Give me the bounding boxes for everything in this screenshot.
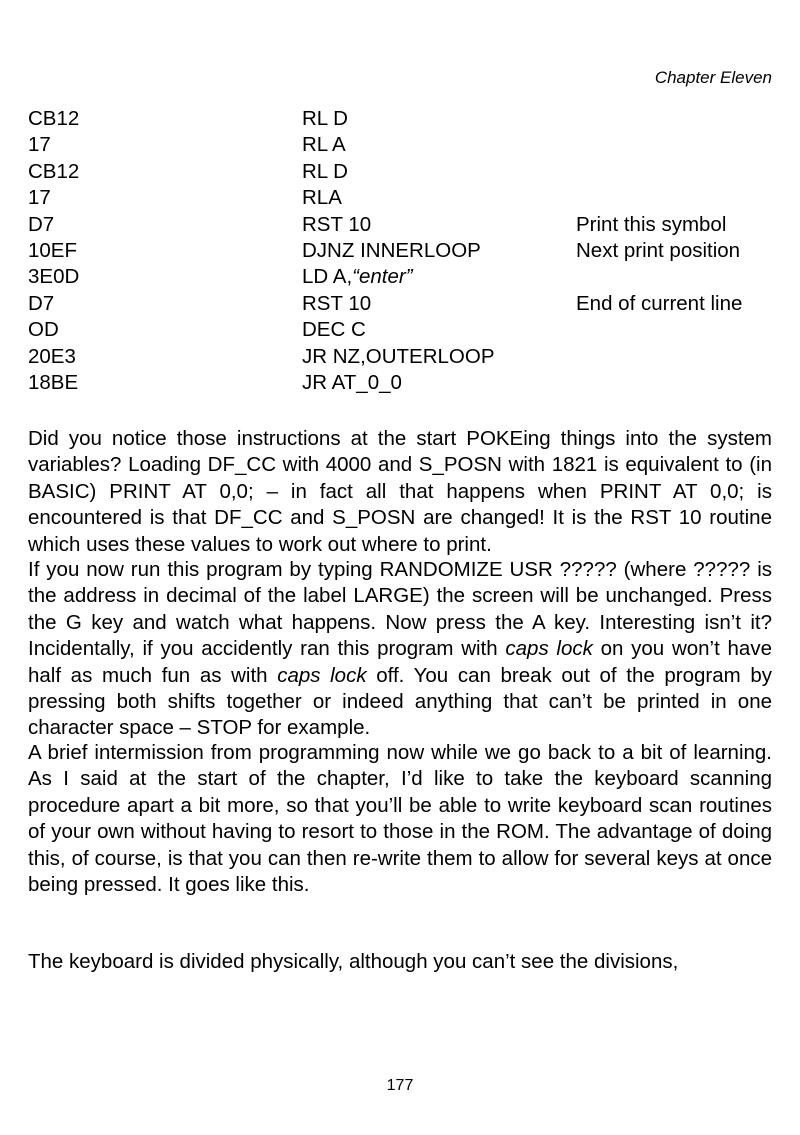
paragraph-italic: caps lock	[277, 663, 367, 687]
code-comment: Print this symbol	[576, 212, 727, 236]
chapter-header: Chapter Eleven	[654, 68, 772, 87]
code-comment	[576, 264, 776, 290]
paragraph-text: off. You can break out of the program by pressing both shifts together or indeed anything that can’t be printed in one character space – STOP for example.	[28, 663, 772, 740]
code-comment	[576, 370, 776, 396]
code-hex: 18BE	[28, 370, 79, 394]
paragraph-keyboard: The keyboard is divided physically, although you can’t see the divisions,	[28, 950, 679, 973]
code-row	[28, 291, 776, 317]
code-hex: D7	[28, 212, 55, 236]
page-number: 177	[386, 1077, 414, 1094]
code-instruction: RST 10	[302, 212, 372, 236]
code-hex: CB12	[28, 107, 80, 130]
code-comment	[576, 106, 776, 132]
code-row	[28, 317, 776, 343]
code-hex: 17	[28, 186, 51, 210]
code-row	[28, 159, 776, 185]
code-row	[28, 344, 776, 370]
code-instruction: RL D	[302, 107, 348, 130]
paragraph-system-variables: Did you notice those instructions at the start POKEing things into the system variables? Loading DF_CC with 4000 and S_POSN with 1821 is equivalent to (in BASIC) PRINT AT 0,0; – in fact all that happens when PRINT AT 0,0; is encountered is that DF_CC and S_POSN are changed! It is the RST 10 routine which uses these values to work out where to print.	[28, 427, 772, 556]
code-row	[28, 264, 776, 290]
paragraph-intermission: A brief intermission from programming now while we go back to a bit of learning. As I said at the start of the chapter, I’d like to take the keyboard scanning procedure apart a bit more, so that you’ll be able to write keyboard scan routines of your own without having to resort to those in the ROM. The advantage of doing this, of course, is that you can then re-write them to allow for several keys at once being pressed. It goes like this.	[28, 741, 772, 897]
code-hex: 20E3	[28, 344, 76, 368]
code-instruction: JR NZ,OUTERLOOP	[302, 344, 495, 368]
code-instruction-italic: “enter”	[352, 265, 413, 289]
code-comment: End of current line	[576, 291, 743, 315]
code-listing	[28, 106, 776, 396]
code-instruction-text: LD A,	[302, 265, 353, 289]
paragraph-text: If you now run this program by typing RANDOMIZE USR ????? (where ????? is the address in decimal of the label LARGE) the screen will be unchanged. Press the G key and watch what happens. Now press the A key. Interesting isn’t it? Incidentally, if you accidently ran this program with	[28, 558, 772, 661]
code-hex: 17	[28, 133, 51, 157]
code-comment	[576, 132, 776, 158]
code-instruction: DJNZ INNERLOOP	[302, 238, 481, 262]
code-instruction: RST 10	[302, 291, 372, 315]
code-instruction: JR AT_0_0	[302, 370, 402, 394]
code-comment	[576, 159, 776, 185]
code-row	[28, 370, 776, 396]
code-hex: 3E0D	[28, 265, 80, 289]
code-hex: CB12	[28, 159, 80, 183]
code-hex: OD	[28, 318, 59, 342]
code-instruction: RL A	[302, 133, 346, 157]
paragraph-italic: caps lock	[505, 637, 593, 661]
code-instruction	[302, 264, 576, 290]
code-row	[28, 212, 776, 238]
code-instruction: RL D	[302, 159, 348, 183]
code-row	[28, 185, 776, 211]
code-comment	[576, 344, 776, 370]
code-row	[28, 106, 776, 132]
code-instruction: DEC C	[302, 318, 366, 342]
code-comment	[576, 185, 776, 211]
paragraph-text: on you won’t have half as much fun as with	[28, 637, 772, 687]
code-row	[28, 238, 776, 264]
code-hex: D7	[28, 291, 55, 315]
code-hex: 10EF	[28, 238, 77, 262]
code-comment: Next print position	[576, 238, 741, 262]
paragraph-run-program	[28, 557, 772, 742]
code-instruction: RLA	[302, 186, 342, 210]
code-row	[28, 132, 776, 158]
code-comment	[576, 317, 776, 343]
